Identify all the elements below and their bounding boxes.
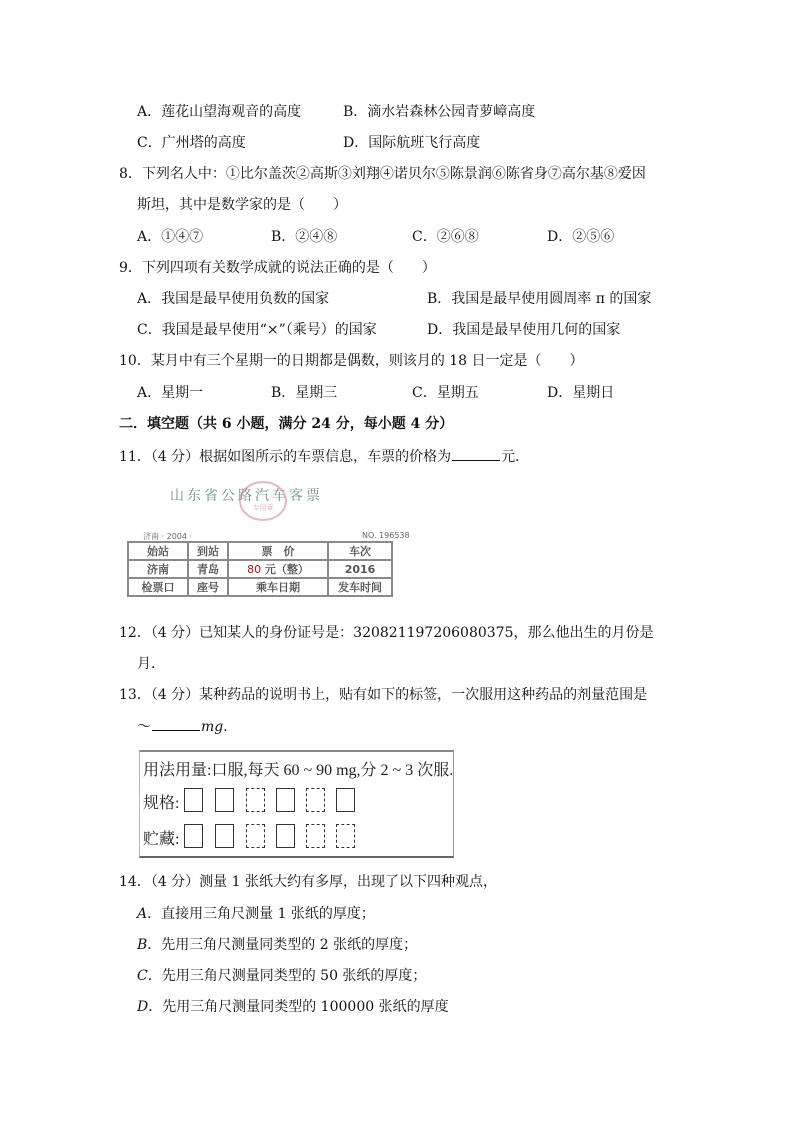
q14-option-c-letter: C bbox=[137, 968, 148, 984]
q13-period: ． bbox=[223, 719, 238, 735]
label-checkbox bbox=[246, 824, 265, 848]
bus-ticket-figure bbox=[117, 481, 417, 611]
ticket-stamp-text: 专用章 bbox=[252, 504, 274, 512]
label-checkbox bbox=[276, 788, 295, 812]
q10-option-b: B．星期三 bbox=[271, 385, 338, 401]
section-heading-fill-blank: 二．填空题（共 6 小题，满分 24 分，每小题 4 分） bbox=[119, 416, 454, 432]
q13-tilde: ～ bbox=[137, 719, 151, 735]
ticket-cell: 乘车日期 bbox=[228, 578, 328, 596]
q10-option-a: A．星期一 bbox=[137, 385, 204, 401]
label-checkbox bbox=[336, 788, 355, 812]
q14-option-d-text: ．先用三角尺测量同类型的 100000 张纸的厚度 bbox=[148, 999, 449, 1015]
q11-stem-prefix: 11．（4 分）根据如图所示的车票信息，车票的价格为 bbox=[119, 449, 452, 465]
label-spec-text: 规格: bbox=[143, 795, 180, 812]
ticket-price-unit: 元（整） bbox=[264, 563, 309, 576]
ticket-stamp bbox=[239, 481, 287, 521]
label-storage-text: 贮藏: bbox=[143, 831, 180, 848]
ticket-price-value: 80 bbox=[247, 563, 262, 576]
ticket-table bbox=[127, 541, 393, 597]
q14-option-a bbox=[137, 904, 375, 924]
ticket-cell: 票 价 bbox=[228, 542, 328, 560]
q10-stem: 10．某月中有三个星期一的日期都是偶数，则该月的 18 日一定是（ ） bbox=[119, 353, 584, 369]
label-checkbox bbox=[306, 788, 325, 812]
q11-answer-blank bbox=[452, 446, 500, 461]
q8-option-a: A．①④⑦ bbox=[137, 229, 204, 245]
q9-option-d: D．我国是最早使用几何的国家 bbox=[427, 322, 621, 338]
q14-option-d bbox=[137, 997, 449, 1017]
label-checkbox bbox=[336, 824, 355, 848]
q13-answer-blank bbox=[152, 716, 200, 731]
medicine-label-figure bbox=[139, 750, 454, 858]
q14-stem: 14．（4 分）测量 1 张纸大约有多厚，出现了以下四种观点， bbox=[119, 874, 497, 890]
q9-option-a: A．我国是最早使用负数的国家 bbox=[137, 291, 330, 307]
q8-stem-line2: 斯坦，其中是数学家的是（ ） bbox=[137, 197, 347, 213]
q14-option-c-text: ．先用三角尺测量同类型的 50 张纸的厚度； bbox=[147, 968, 427, 984]
q7-option-a: A．莲花山望海观音的高度 bbox=[137, 104, 302, 120]
ticket-cell: 到站 bbox=[188, 542, 228, 560]
q11-stem-suffix: 元． bbox=[501, 449, 530, 465]
ticket-row-headers bbox=[128, 542, 392, 560]
q8-option-b: B．②④⑧ bbox=[271, 229, 338, 245]
ticket-cell: 发车时间 bbox=[328, 578, 392, 596]
q8-option-d: D．②⑤⑥ bbox=[547, 229, 615, 245]
q12-stem-line1: 12．（4 分）已知某人的身份证号是：320821197206080375，那么他出生的月份是 bbox=[119, 625, 654, 641]
label-usage-text: 用法用量:口服,每天 60 ~ 90 mg,分 2 ~ 3 次服. bbox=[143, 762, 454, 779]
q7-option-c: C．广州塔的高度 bbox=[137, 135, 246, 151]
ticket-cell: 始站 bbox=[128, 542, 188, 560]
q13-stem-line2 bbox=[137, 716, 237, 737]
q10-option-d: D．星期日 bbox=[547, 385, 615, 401]
ticket-row-values bbox=[128, 560, 392, 578]
q11-stem bbox=[119, 446, 529, 467]
q14-option-d-letter: D bbox=[137, 999, 149, 1015]
q13-stem-line1: 13．（4 分）某种药品的说明书上，贴有如下的标签，一次服用这种药品的剂量范围是 bbox=[119, 687, 648, 703]
label-checkbox bbox=[184, 824, 203, 848]
ticket-cell: 车次 bbox=[328, 542, 392, 560]
ticket-meta-left: 济南 · 2004 · bbox=[143, 532, 193, 541]
q14-option-a-text: ．直接用三角尺测量 1 张纸的厚度； bbox=[147, 906, 375, 922]
q7-option-d: D．国际航班飞行高度 bbox=[343, 135, 481, 151]
q14-option-b bbox=[137, 935, 417, 955]
q9-stem: 9．下列四项有关数学成就的说法正确的是（ ） bbox=[119, 260, 436, 276]
label-checkbox bbox=[184, 788, 203, 812]
q14-option-c bbox=[137, 966, 426, 986]
q14-option-a-letter: A bbox=[137, 906, 148, 922]
ticket-cell: 济南 bbox=[128, 560, 188, 578]
q10-option-c: C．星期五 bbox=[412, 385, 479, 401]
q14-option-b-letter: B bbox=[137, 937, 148, 953]
ticket-cell: 座号 bbox=[188, 578, 228, 596]
q13-unit: mg bbox=[201, 719, 224, 735]
q9-option-b: B．我国是最早使用圆周率 π 的国家 bbox=[427, 291, 652, 307]
q12-stem-suffix: 月． bbox=[137, 656, 165, 672]
q9-option-c: C．我国是最早使用“×”（乘号）的国家 bbox=[137, 322, 377, 338]
ticket-title: 山东省公路汽车客票 bbox=[170, 488, 323, 504]
ticket-row-footer bbox=[128, 578, 392, 596]
ticket-cell: 青岛 bbox=[188, 560, 228, 578]
q8-option-c: C．②⑥⑧ bbox=[412, 229, 479, 245]
q7-option-b: B．滴水岩森林公园青萝嶂高度 bbox=[343, 104, 536, 120]
q14-option-b-text: ．先用三角尺测量同类型的 2 张纸的厚度； bbox=[147, 937, 418, 953]
q8-stem-line1: 8．下列名人中：①比尔盖茨②高斯③刘翔④诺贝尔⑤陈景润⑥陈省身⑦高尔基⑧爱因 bbox=[119, 166, 646, 182]
label-checkbox bbox=[306, 824, 325, 848]
label-checkbox bbox=[276, 824, 295, 848]
label-checkbox bbox=[215, 788, 234, 812]
q12-stem-line2 bbox=[137, 654, 165, 674]
ticket-cell: 检票口 bbox=[128, 578, 188, 596]
ticket-cell: 2016 bbox=[328, 560, 392, 578]
label-checkbox bbox=[246, 788, 265, 812]
ticket-price-cell bbox=[228, 560, 328, 578]
label-checkbox bbox=[215, 824, 234, 848]
ticket-serial-number: NO. 196538 bbox=[362, 531, 410, 540]
